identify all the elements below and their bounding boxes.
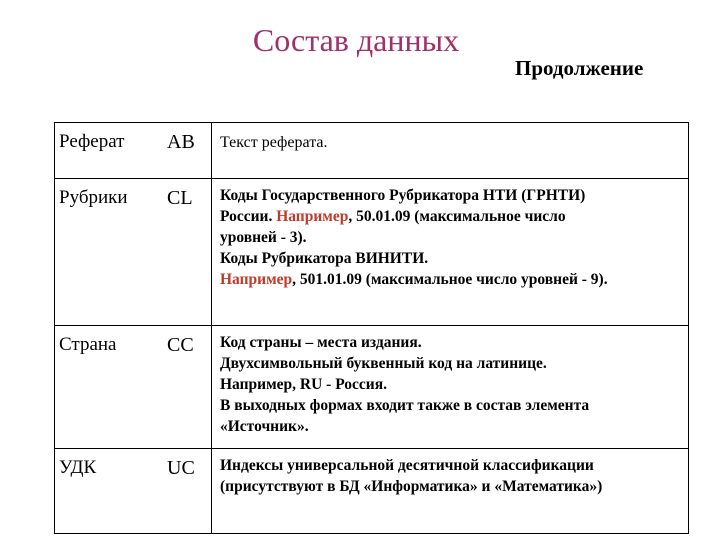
field-code: CL xyxy=(163,179,212,326)
field-name: Рубрики xyxy=(55,179,164,326)
field-code: AB xyxy=(163,123,212,179)
field-description xyxy=(212,123,689,179)
field-name: Реферат xyxy=(55,123,164,179)
field-name: УДК xyxy=(55,449,164,534)
table-row xyxy=(55,123,689,179)
description-text: В выходных формах входит также в состав элемента xyxy=(220,397,590,414)
description-line xyxy=(220,455,680,476)
description-line xyxy=(220,476,680,497)
description-text: , 501.01.09 (максимальное число уровней - 9). xyxy=(292,271,608,288)
description-text: «Источник». xyxy=(220,418,309,435)
description-line xyxy=(220,227,680,248)
table-row xyxy=(55,179,689,326)
field-code: UC xyxy=(163,449,212,534)
description-line xyxy=(220,332,680,353)
table-row xyxy=(55,449,689,534)
field-description xyxy=(212,326,689,449)
slide-title: Состав данных xyxy=(252,22,460,58)
field-name: Страна xyxy=(55,326,164,449)
description-text: Коды Рубрикатора ВИНИТИ. xyxy=(220,250,429,267)
field-description xyxy=(212,449,689,534)
field-description xyxy=(212,179,689,326)
description-text: Двухсимвольный буквенный код на латинице. xyxy=(220,355,547,372)
description-text: Коды Государственного Рубрикатора НТИ (ГРНТИ) xyxy=(220,187,586,204)
description-text: Например, RU - Россия. xyxy=(220,376,387,393)
description-text: России. xyxy=(220,208,277,225)
description-text: Текст реферата. xyxy=(220,134,328,151)
description-text: Индексы универсальной десятичной классификации xyxy=(220,457,594,474)
description-text: (присутствуют в БД «Информатика» и «Математика») xyxy=(220,478,603,495)
description-text: Код страны – места издания. xyxy=(220,334,422,351)
description-text: уровней - 3). xyxy=(220,229,307,246)
description-line xyxy=(220,248,680,269)
description-line xyxy=(220,269,680,290)
description-line xyxy=(220,185,680,206)
description-line xyxy=(220,416,680,437)
description-line xyxy=(220,206,680,227)
field-code: CC xyxy=(163,326,212,449)
description-line xyxy=(220,374,680,395)
example-highlight: Например xyxy=(220,271,293,288)
description-line xyxy=(220,132,680,153)
description-text: , 50.01.09 (максимальное число xyxy=(348,208,566,225)
description-line xyxy=(220,395,680,416)
example-highlight: Например xyxy=(276,208,349,225)
slide-subtitle: Продолжение xyxy=(515,56,644,80)
table-row xyxy=(55,326,689,449)
description-line xyxy=(220,353,680,374)
data-elements-table xyxy=(54,122,689,534)
